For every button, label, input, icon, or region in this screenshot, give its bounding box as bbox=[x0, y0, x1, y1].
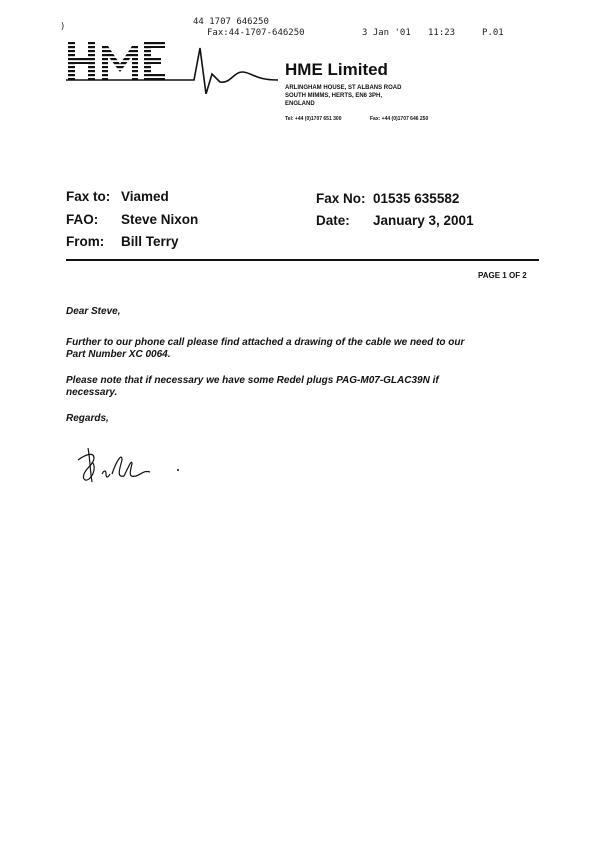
fax-to-label: Fax to: bbox=[66, 189, 111, 204]
fao-label: FAO: bbox=[66, 212, 99, 227]
letter-greeting: Dear Steve, bbox=[66, 306, 121, 317]
letter-closing: Regards, bbox=[66, 413, 109, 424]
paragraph-1-line-1: Further to our phone call please find attached a drawing of the cable we need to our bbox=[66, 337, 465, 348]
company-tel: Tel: +44 (0)1707 651 300 bbox=[285, 116, 342, 122]
signature bbox=[72, 438, 192, 488]
fax-no-value: 01535 635582 bbox=[373, 191, 460, 206]
date-label: Date: bbox=[316, 213, 350, 228]
fax-header-number: 44 1707 646250 bbox=[193, 17, 269, 27]
date-value: January 3, 2001 bbox=[373, 213, 474, 228]
company-fax: Fax: +44 (0)1707 646 250 bbox=[370, 116, 429, 122]
from-label: From: bbox=[66, 234, 105, 249]
company-name: HME Limited bbox=[285, 60, 388, 79]
paragraph-2-line-1: Please note that if necessary we have some Redel plugs PAG-M07-GLAC39N if bbox=[66, 375, 439, 386]
divider-rule bbox=[66, 259, 539, 261]
fao-value: Steve Nixon bbox=[121, 212, 199, 227]
paragraph-2-line-2: necessary. bbox=[66, 387, 118, 398]
address-line: ARLINGHAM HOUSE, ST ALBANS ROAD bbox=[285, 85, 402, 91]
address-line: SOUTH MIMMS, HERTS, EN6 3PH, bbox=[285, 93, 383, 99]
page-indicator: PAGE 1 OF 2 bbox=[478, 271, 527, 280]
fax-header-fax: Fax:44-1707-646250 bbox=[207, 28, 305, 38]
address-line: ENGLAND bbox=[285, 101, 315, 107]
fax-to-value: Viamed bbox=[121, 189, 169, 204]
fax-header-time: 11:23 bbox=[428, 28, 456, 38]
from-value: Bill Terry bbox=[121, 234, 179, 249]
fax-header-date: 3 Jan '01 bbox=[362, 28, 411, 38]
fax-no-label: Fax No: bbox=[316, 191, 366, 206]
fax-header-page: P.01 bbox=[482, 28, 504, 38]
hme-logo bbox=[66, 38, 278, 94]
paragraph-1-line-2: Part Number XC 0064. bbox=[66, 349, 171, 360]
fax-mark: ) bbox=[60, 22, 66, 32]
company-address bbox=[285, 84, 401, 108]
